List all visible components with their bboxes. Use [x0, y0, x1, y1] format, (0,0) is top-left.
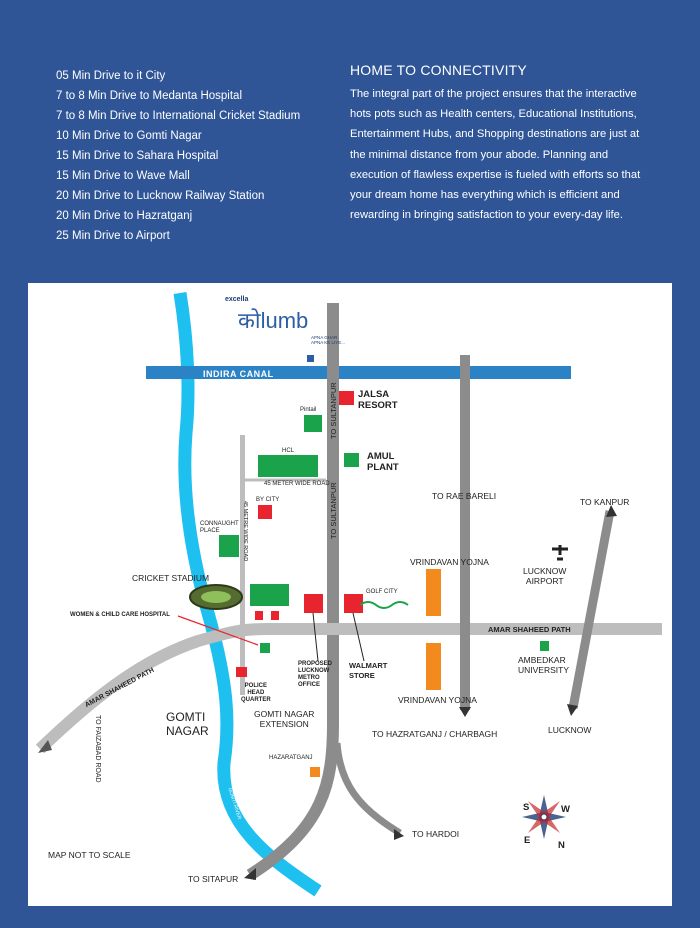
compass-south-label: S [523, 802, 530, 813]
wide-road-label: 45 METRE WIDE ROAD [242, 501, 248, 562]
drive-time-item: 20 Min Drive to Lucknow Railway Station [56, 190, 265, 202]
connectivity-heading: HOME TO CONNECTIVITY [350, 62, 527, 78]
jalsa-resort-marker [339, 391, 354, 405]
drive-time-item: 25 Min Drive to Airport [56, 230, 170, 242]
rae-bareli-road [460, 355, 470, 710]
vrindavan-yojna-bottom-label: VRINDAVAN YOJNA [398, 695, 477, 705]
to-rae-bareli-label: TO RAE BARELI [432, 491, 497, 501]
gomti-river-label: GOMTI RIVER [199, 433, 211, 467]
gomti-nagar-label: GOMTI NAGAR [166, 710, 209, 738]
compass-north-label: N [558, 840, 565, 851]
proposed-metro-label: PROPOSED LUCKNOW METRO OFFICE [298, 661, 333, 688]
compass-west-label: W [561, 804, 570, 815]
logo-tagline-2: APNA KE LIYE... [311, 340, 346, 345]
logo-tagline-1: APNA GHAR [311, 335, 338, 340]
vrindavan-yojna-top-label: VRINDAVAN YOJNA [410, 557, 489, 567]
wide-road-small-label: 45 METER WIDE ROAD [264, 481, 330, 487]
hardoi-road [337, 743, 400, 833]
lucknow-label: LUCKNOW [548, 725, 592, 735]
amar-shaheed-path-right-label: AMAR SHAHEED PATH [488, 625, 571, 634]
to-sitapur-label: TO SITAPUR [188, 874, 239, 884]
drive-time-item: 20 Min Drive to Hazratganj [56, 210, 193, 222]
metro-office-marker [304, 594, 323, 613]
cricket-stadium-field [201, 591, 231, 603]
to-sultanpur-label-bottom: TO SULTANPUR [329, 482, 338, 539]
to-sultanpur-label-top: TO SULTANPUR [329, 382, 338, 439]
lucknow-arrow-icon [567, 704, 578, 716]
pintail-marker [304, 415, 322, 432]
airplane-icon [552, 545, 568, 559]
hcl-marker [258, 455, 318, 477]
small-red-marker-2 [271, 611, 279, 620]
connectivity-body: The integral part of the project ensures that the interactive hots pots such as Health centers, Educational Institutions, Entertainment Hubs, and Shopping destinations are just at the minimal distance from your abode. Planning and execution of flawless expertise is fueled with efforts so that your dream home has everything which is efficient and rewarding in bringing satisfaction to your every-day life. [350, 88, 641, 222]
hazaratganj-label: HAZARATGANJ [269, 755, 313, 761]
by-city-marker [258, 505, 272, 519]
police-hq-marker [236, 667, 247, 677]
golf-city-icon [360, 602, 408, 608]
drive-time-list [56, 66, 300, 246]
to-hardoi-label: TO HARDOI [412, 829, 460, 839]
jalsa-resort-label: JALSA RESORT [358, 389, 398, 411]
drive-time-item: 15 Min Drive to Sahara Hospital [56, 150, 219, 162]
ambedkar-univ-marker [540, 641, 549, 651]
logo-name: कोlumb [238, 308, 309, 333]
hcl-label: HCL [282, 448, 295, 454]
compass-east-label: E [524, 835, 531, 846]
kanpur-road [573, 511, 610, 708]
hazaratganj-marker [310, 767, 320, 777]
to-kanpur-label: TO KANPUR [580, 497, 630, 507]
by-city-label: BY CITY [256, 497, 280, 503]
drive-time-item: 10 Min Drive to Gomti Nagar [56, 130, 202, 142]
ambedkar-university-label: AMBEDKAR UNIVERSITY [518, 655, 570, 675]
gomti-river-label-2: GOMTI RIVER [226, 787, 243, 821]
small-red-marker-1 [255, 611, 263, 620]
drive-time-item: 7 to 8 Min Drive to International Cricket Stadium [56, 110, 301, 122]
logo-marker [307, 355, 314, 362]
map-graphics [28, 283, 672, 906]
wide-road [240, 435, 245, 695]
logo-brand: excella [225, 296, 249, 303]
cricket-stadium-label: CRICKET STADIUM [132, 573, 210, 583]
police-hq-label: POLICE HEAD QUARTER [241, 683, 271, 703]
vrindavan-yojna-marker-top [426, 569, 441, 616]
metro-pointer-line [313, 613, 318, 661]
to-hazratganj-charbagh-label: TO HAZRATGANJ / CHARBAGH [372, 729, 498, 739]
rae-bareli-arrow-icon [459, 707, 471, 717]
lucknow-airport-label: LUCKNOW AIRPORT [523, 566, 567, 586]
golf-city-label: GOLF CITY [366, 589, 398, 595]
walmart-store-label: WALMART STORE [349, 661, 388, 680]
to-faizabad-road-label: TO FAIZABAD ROAD [94, 715, 101, 783]
amar-shaheed-path-left-label: AMAR SHAHEED PATH [84, 666, 156, 710]
gomti-nagar-extension-label: GOMTI NAGAR EXTENSION [254, 709, 315, 729]
intro-section [0, 0, 700, 280]
map-not-to-scale-label: MAP NOT TO SCALE [48, 850, 131, 860]
connaught-place-label: CONNAUGHT PLACE [200, 521, 239, 534]
indira-canal-label: INDIRA CANAL [203, 369, 274, 379]
drive-time-item: 15 Min Drive to Wave Mall [56, 170, 190, 182]
walmart-marker [344, 594, 363, 613]
women-child-hospital-label: WOMEN & CHILD CARE HOSPITAL [70, 612, 170, 618]
stadium-block-marker [250, 584, 289, 606]
connaught-place-marker [219, 535, 239, 557]
walmart-pointer-line [353, 613, 364, 661]
drive-time-item: 05 Min Drive to it City [56, 70, 166, 82]
women-hospital-marker [260, 643, 270, 653]
location-map [28, 283, 672, 906]
drive-time-item: 7 to 8 Min Drive to Medanta Hospital [56, 90, 243, 102]
amul-plant-marker [344, 453, 359, 467]
vrindavan-yojna-marker-bottom [426, 643, 441, 690]
amul-plant-label: AMUL PLANT [367, 451, 399, 473]
pintail-label: Pintail [300, 407, 317, 413]
